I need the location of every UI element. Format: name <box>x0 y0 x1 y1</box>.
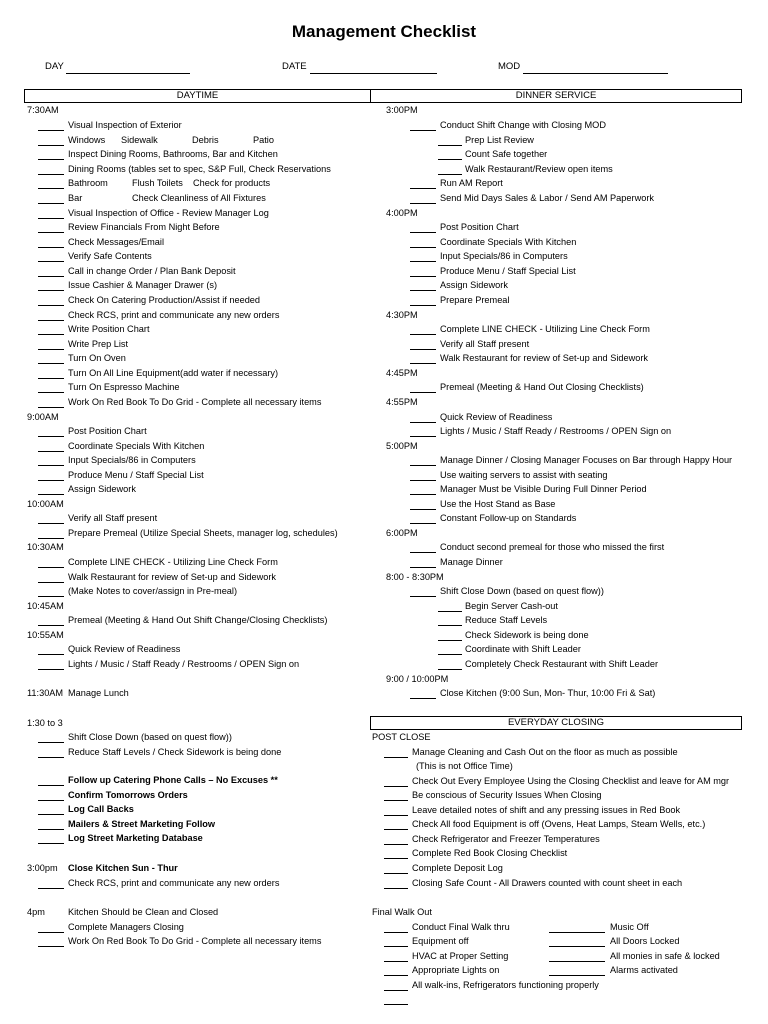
checklist-item-part: Patio <box>253 135 274 145</box>
checklist-item: Call in change Order / Plan Bank Deposit <box>68 266 236 276</box>
day-label: DAY <box>45 61 64 72</box>
post-close-item: Check All food Equipment is off (Ovens, Heat Lamps, Steam Wells, etc.) <box>412 819 706 829</box>
checkbox-blank[interactable] <box>438 640 462 641</box>
checkbox-blank[interactable] <box>384 800 408 801</box>
checklist-item: Use the Host Stand as Base <box>440 499 556 509</box>
day-field[interactable] <box>66 73 190 74</box>
everyday-closing-header: EVERYDAY CLOSING <box>370 716 742 730</box>
page-title: Management Checklist <box>291 22 477 41</box>
checkbox-blank[interactable] <box>384 815 408 816</box>
checkbox-blank[interactable] <box>410 363 436 364</box>
checklist-item: Prepare Premeal <box>440 295 510 305</box>
checkbox-blank[interactable] <box>38 742 64 743</box>
final-walk-item: HVAC at Proper Setting <box>412 951 509 961</box>
final-walk-label: Final Walk Out <box>372 907 432 917</box>
checkbox-blank[interactable] <box>38 669 64 670</box>
time-label: 10:45AM <box>27 601 64 611</box>
checklist-item: Produce Menu / Staff Special List <box>440 266 576 276</box>
post-close-item: Closing Safe Count - All Drawers counted with count sheet in each <box>412 878 683 888</box>
post-close-item: Be conscious of Security Issues When Closing <box>412 790 602 800</box>
post-close-item: Leave detailed notes of shift and any pressing issues in Red Book <box>412 805 681 815</box>
checklist-item: Quick Review of Readiness <box>440 412 553 422</box>
checkbox-blank[interactable] <box>38 451 64 452</box>
checkbox-blank[interactable] <box>410 232 436 233</box>
checkbox-blank[interactable] <box>410 247 436 248</box>
checklist-item: Mailers & Street Marketing Follow <box>68 819 216 829</box>
time-label: 4:55PM <box>386 397 418 407</box>
time-label: 6:00PM <box>386 528 418 538</box>
checkbox-blank[interactable] <box>38 218 64 219</box>
checklist-item: Reduce Staff Levels <box>465 615 548 625</box>
time-label: 4pm <box>27 907 45 917</box>
checklist-item: Check Sidework is being done <box>465 630 589 640</box>
checkbox-blank[interactable] <box>384 975 408 976</box>
checkbox-blank[interactable] <box>384 932 408 933</box>
checklist-item: Work On Red Book To Do Grid - Complete all necessary items <box>68 936 322 946</box>
time-label: 10:30AM <box>27 542 64 552</box>
checkbox-blank[interactable] <box>410 552 436 553</box>
checkbox-blank[interactable] <box>38 932 64 933</box>
checklist-item: Send Mid Days Sales & Labor / Send AM Paperwork <box>440 193 654 203</box>
checkbox-blank[interactable] <box>38 130 64 131</box>
checkbox-blank[interactable] <box>410 334 436 335</box>
dinner-header: DINNER SERVICE <box>370 89 742 103</box>
checkbox-blank[interactable] <box>410 523 436 524</box>
checklist-item: Shift Close Down (based on quest flow)) <box>68 732 232 742</box>
checkbox-blank[interactable] <box>410 130 436 131</box>
checkbox-blank[interactable] <box>38 785 64 786</box>
checklist-item: Input Specials/86 in Computers <box>68 455 196 465</box>
time-label: 10:00AM <box>27 499 64 509</box>
checkbox-blank[interactable] <box>410 698 436 699</box>
checkbox-blank[interactable] <box>438 654 462 655</box>
time-label: 3:00pm <box>27 863 58 873</box>
checkbox-blank[interactable] <box>384 844 408 845</box>
checkbox-blank[interactable] <box>38 188 64 189</box>
checklist-item: Run AM Report <box>440 178 503 188</box>
time-label: 10:55AM <box>27 630 64 640</box>
checkbox-blank[interactable] <box>38 276 64 277</box>
checkbox-blank[interactable] <box>410 567 436 568</box>
checklist-item: Log Street Marketing Database <box>68 833 203 843</box>
checklist-item: Lights / Music / Staff Ready / Restrooms / OPEN Sign on <box>68 659 300 669</box>
checklist-item: Prep List Review <box>465 135 534 145</box>
checkbox-blank[interactable] <box>38 392 64 393</box>
checklist-item: Assign Sidework <box>440 280 508 290</box>
checkbox-blank[interactable] <box>38 946 64 947</box>
post-close-label: POST CLOSE <box>372 732 431 742</box>
checklist-item: Prepare Premeal (Utilize Special Sheets, manager log, schedules) <box>68 528 338 538</box>
checkbox-blank[interactable] <box>410 392 436 393</box>
final-walk-item: Conduct Final Walk thru <box>412 922 510 932</box>
final-walk-item: All monies in safe & locked <box>610 951 720 961</box>
checklist-item-part: Bathroom <box>68 178 108 188</box>
checklist-item: Walk Restaurant/Review open items <box>465 164 613 174</box>
checkbox-blank[interactable] <box>410 349 436 350</box>
checklist-item-part: Sidewalk <box>121 135 158 145</box>
checkbox-blank[interactable] <box>410 480 436 481</box>
checkbox-blank[interactable] <box>38 334 64 335</box>
post-close-item: Manage Cleaning and Cash Out on the floor as much as possible <box>412 747 678 757</box>
final-walk-item: All walk-ins, Refrigerators functioning properly <box>412 980 599 990</box>
time-label: 9:00AM <box>27 412 59 422</box>
post-close-item: Check Out Every Employee Using the Closing Checklist and leave for AM mgr <box>412 776 730 786</box>
checklist-item: Turn On Oven <box>68 353 126 363</box>
checkbox-blank[interactable] <box>410 494 436 495</box>
checkbox-blank[interactable] <box>38 800 64 801</box>
checkbox-blank[interactable] <box>38 829 64 830</box>
post-close-item: (This is not Office Time) <box>416 761 513 771</box>
time-label: 9:00 / 10:00PM <box>386 674 449 684</box>
post-close-item: Complete Red Book Closing Checklist <box>412 848 568 858</box>
checkbox-blank[interactable] <box>410 465 436 466</box>
checkbox-blank[interactable] <box>38 757 64 758</box>
checklist-item: Coordinate Specials With Kitchen <box>440 237 577 247</box>
checklist-item: Use waiting servers to assist with seating <box>440 470 608 480</box>
checklist-item: Input Specials/86 in Computers <box>440 251 568 261</box>
checkbox-blank[interactable] <box>38 582 64 583</box>
time-label: 4:00PM <box>386 208 418 218</box>
checklist-item: Confirm Tomorrows Orders <box>68 790 188 800</box>
checkbox-blank[interactable] <box>410 203 436 204</box>
checklist-item: Coordinate Specials With Kitchen <box>68 441 205 451</box>
checklist-item: Inspect Dining Rooms, Bathrooms, Bar and Kitchen <box>68 149 278 159</box>
checkbox-blank[interactable] <box>38 625 64 626</box>
checkbox-blank[interactable] <box>38 378 64 379</box>
time-inline-text: Close Kitchen Sun - Thur <box>68 863 178 873</box>
checkbox-blank[interactable] <box>38 305 64 306</box>
checkbox-blank[interactable] <box>384 786 408 787</box>
date-field[interactable] <box>310 73 437 74</box>
checkbox-blank[interactable] <box>38 320 64 321</box>
post-close-item: Check Refrigerator and Freezer Temperatures <box>412 834 600 844</box>
checkbox-blank[interactable] <box>38 261 64 262</box>
checklist-item: Complete Managers Closing <box>68 922 184 932</box>
checkbox-blank[interactable] <box>410 276 436 277</box>
checkbox-blank[interactable] <box>38 654 64 655</box>
checklist-item: Manager Must be Visible During Full Dinner Period <box>440 484 647 494</box>
post-close-item: Complete Deposit Log <box>412 863 503 873</box>
checkbox-blank[interactable] <box>38 203 64 204</box>
checkbox-blank[interactable] <box>38 494 64 495</box>
checklist-item: Check RCS, print and communicate any new orders <box>68 878 280 888</box>
checklist-item: Manage Dinner / Closing Manager Focuses on Bar through Happy Hour <box>440 455 733 465</box>
time-inline-text: Kitchen Should be Clean and Closed <box>68 907 219 917</box>
checkbox-blank[interactable] <box>549 975 605 976</box>
checkbox-blank[interactable] <box>438 625 462 626</box>
checkbox-blank[interactable] <box>410 290 436 291</box>
checklist-item: Check On Catering Production/Assist if needed <box>68 295 261 305</box>
checklist-item: Follow up Catering Phone Calls – No Excuses ** <box>68 775 278 785</box>
checklist-item: Conduct Shift Change with Closing MOD <box>440 120 606 130</box>
checkbox-blank[interactable] <box>38 436 64 437</box>
daytime-header: DAYTIME <box>24 89 371 103</box>
checkbox-blank[interactable] <box>410 422 436 423</box>
time-label: 4:45PM <box>386 368 418 378</box>
checkbox-blank[interactable] <box>549 946 605 947</box>
final-walk-item: All Doors Locked <box>610 936 680 946</box>
date-label: DATE <box>282 61 307 72</box>
time-label: 3:00PM <box>386 105 418 115</box>
checklist-item: Verify all Staff present <box>440 339 530 349</box>
time-inline-text: Manage Lunch <box>68 688 129 698</box>
checklist-item-part: Flush Toilets <box>132 178 183 188</box>
checklist-item: Visual Inspection of Exterior <box>68 120 182 130</box>
final-walk-item: Appropriate Lights on <box>412 965 500 975</box>
checkbox-blank[interactable] <box>38 349 64 350</box>
checklist-item: Complete LINE CHECK - Utilizing Line Check Form <box>68 557 278 567</box>
checklist-item: Turn On Espresso Machine <box>68 382 180 392</box>
final-walk-item: Music Off <box>610 922 649 932</box>
checkbox-blank[interactable] <box>38 480 64 481</box>
checklist-item: Post Position Chart <box>68 426 147 436</box>
checklist-item: Verify Safe Contents <box>68 251 152 261</box>
checklist-item: Complete LINE CHECK - Utilizing Line Check Form <box>440 324 650 334</box>
checkbox-blank[interactable] <box>38 159 64 160</box>
checklist-item-part: Windows <box>68 135 106 145</box>
checkbox-blank[interactable] <box>38 174 64 175</box>
checklist-item: Close Kitchen (9:00 Sun, Mon- Thur, 10:00 Fri & Sat) <box>440 688 656 698</box>
checklist-item: Work On Red Book To Do Grid - Complete all necessary items <box>68 397 322 407</box>
checkbox-blank[interactable] <box>38 232 64 233</box>
checklist-item: Conduct second premeal for those who missed the first <box>440 542 665 552</box>
checklist-item: Premeal (Meeting & Hand Out Shift Change/Closing Checklists) <box>68 615 328 625</box>
checklist-item: Visual Inspection of Office - Review Manager Log <box>68 208 269 218</box>
checklist-item: Walk Restaurant for review of Set-up and Sidework <box>68 572 277 582</box>
time-label: 7:30AM <box>27 105 59 115</box>
checklist-item: Shift Close Down (based on quest flow)) <box>440 586 604 596</box>
checkbox-blank[interactable] <box>38 596 64 597</box>
checklist-item: Write Prep List <box>68 339 129 349</box>
checkbox-blank[interactable] <box>438 159 462 160</box>
time-label: 4:30PM <box>386 310 418 320</box>
mod-label: MOD <box>498 61 521 72</box>
checkbox-blank[interactable] <box>410 436 436 437</box>
time-label: 8:00 - 8:30PM <box>386 572 444 582</box>
checkbox-blank[interactable] <box>38 538 64 539</box>
checkbox-blank[interactable] <box>38 363 64 364</box>
checkbox-blank[interactable] <box>410 188 436 189</box>
checklist-item: Verify all Staff present <box>68 513 158 523</box>
checklist-item: Lights / Music / Staff Ready / Restrooms / OPEN Sign on <box>440 426 672 436</box>
checkbox-blank[interactable] <box>38 843 64 844</box>
checklist-item: Reduce Staff Levels / Check Sidework is being done <box>68 747 282 757</box>
checkbox-blank[interactable] <box>384 961 408 962</box>
checkbox-blank[interactable] <box>38 145 64 146</box>
checklist-item: Manage Dinner <box>440 557 503 567</box>
checkbox-blank[interactable] <box>38 290 64 291</box>
checkbox-blank[interactable] <box>384 946 408 947</box>
mod-field[interactable] <box>523 73 668 74</box>
checklist-item: (Make Notes to cover/assign in Pre-meal) <box>68 586 238 596</box>
checklist-item: Begin Server Cash-out <box>465 601 558 611</box>
checkbox-blank[interactable] <box>438 611 462 612</box>
checkbox-blank[interactable] <box>549 961 605 962</box>
checkbox-blank[interactable] <box>38 814 64 815</box>
checkbox-blank[interactable] <box>384 829 408 830</box>
checkbox-blank[interactable] <box>384 1004 408 1005</box>
checkbox-blank[interactable] <box>38 247 64 248</box>
time-label: 11:30AM <box>27 688 64 698</box>
checklist-item: Log Call Backs <box>68 804 134 814</box>
checklist-item: Count Safe together <box>465 149 548 159</box>
checkbox-blank[interactable] <box>410 305 436 306</box>
checklist-item: Assign Sidework <box>68 484 136 494</box>
checklist-item: Dining Rooms (tables set to spec, S&P Full, Check Reservations <box>68 164 331 174</box>
checklist-item-part: Debris <box>192 135 219 145</box>
checklist-item: Coordinate with Shift Leader <box>465 644 581 654</box>
time-label: 5:00PM <box>386 441 418 451</box>
checkbox-blank[interactable] <box>438 174 462 175</box>
checkbox-blank[interactable] <box>38 567 64 568</box>
checkbox-blank[interactable] <box>38 407 64 408</box>
checkbox-blank[interactable] <box>438 145 462 146</box>
checkbox-blank[interactable] <box>549 932 605 933</box>
checkbox-blank[interactable] <box>384 990 408 991</box>
checklist-item: Issue Cashier & Manager Drawer (s) <box>68 280 218 290</box>
checkbox-blank[interactable] <box>438 669 462 670</box>
checkbox-blank[interactable] <box>384 858 408 859</box>
checklist-item: Review Financials From Night Before <box>68 222 220 232</box>
final-walk-item: Alarms activated <box>610 965 678 975</box>
checklist-item: Completely Check Restaurant with Shift Leader <box>465 659 659 669</box>
checkbox-blank[interactable] <box>410 596 436 597</box>
time-label: 1:30 to 3 <box>27 718 63 728</box>
checkbox-blank[interactable] <box>38 888 64 889</box>
checklist-item-part: Check for products <box>193 178 271 188</box>
checklist-item-part: Bar <box>68 193 83 203</box>
checkbox-blank[interactable] <box>410 509 436 510</box>
checklist-item: Quick Review of Readiness <box>68 644 181 654</box>
checklist-item: Check Messages/Email <box>68 237 164 247</box>
checklist-item: Turn On All Line Equipment(add water if necessary) <box>68 368 279 378</box>
checklist-item-part: Check Cleanliness of All Fixtures <box>132 193 266 203</box>
checklist-item: Write Position Chart <box>68 324 150 334</box>
checkbox-blank[interactable] <box>410 261 436 262</box>
final-walk-item: Equipment off <box>412 936 469 946</box>
checkbox-blank[interactable] <box>38 523 64 524</box>
checkbox-blank[interactable] <box>384 873 408 874</box>
checklist-item: Post Position Chart <box>440 222 519 232</box>
checkbox-blank[interactable] <box>384 888 408 889</box>
checklist-item: Produce Menu / Staff Special List <box>68 470 204 480</box>
checklist-item: Premeal (Meeting & Hand Out Closing Checklists) <box>440 382 644 392</box>
checkbox-blank[interactable] <box>384 757 408 758</box>
checklist-item: Constant Follow-up on Standards <box>440 513 577 523</box>
checklist-item: Check RCS, print and communicate any new orders <box>68 310 280 320</box>
checkbox-blank[interactable] <box>38 465 64 466</box>
checklist-item: Walk Restaurant for review of Set-up and Sidework <box>440 353 649 363</box>
